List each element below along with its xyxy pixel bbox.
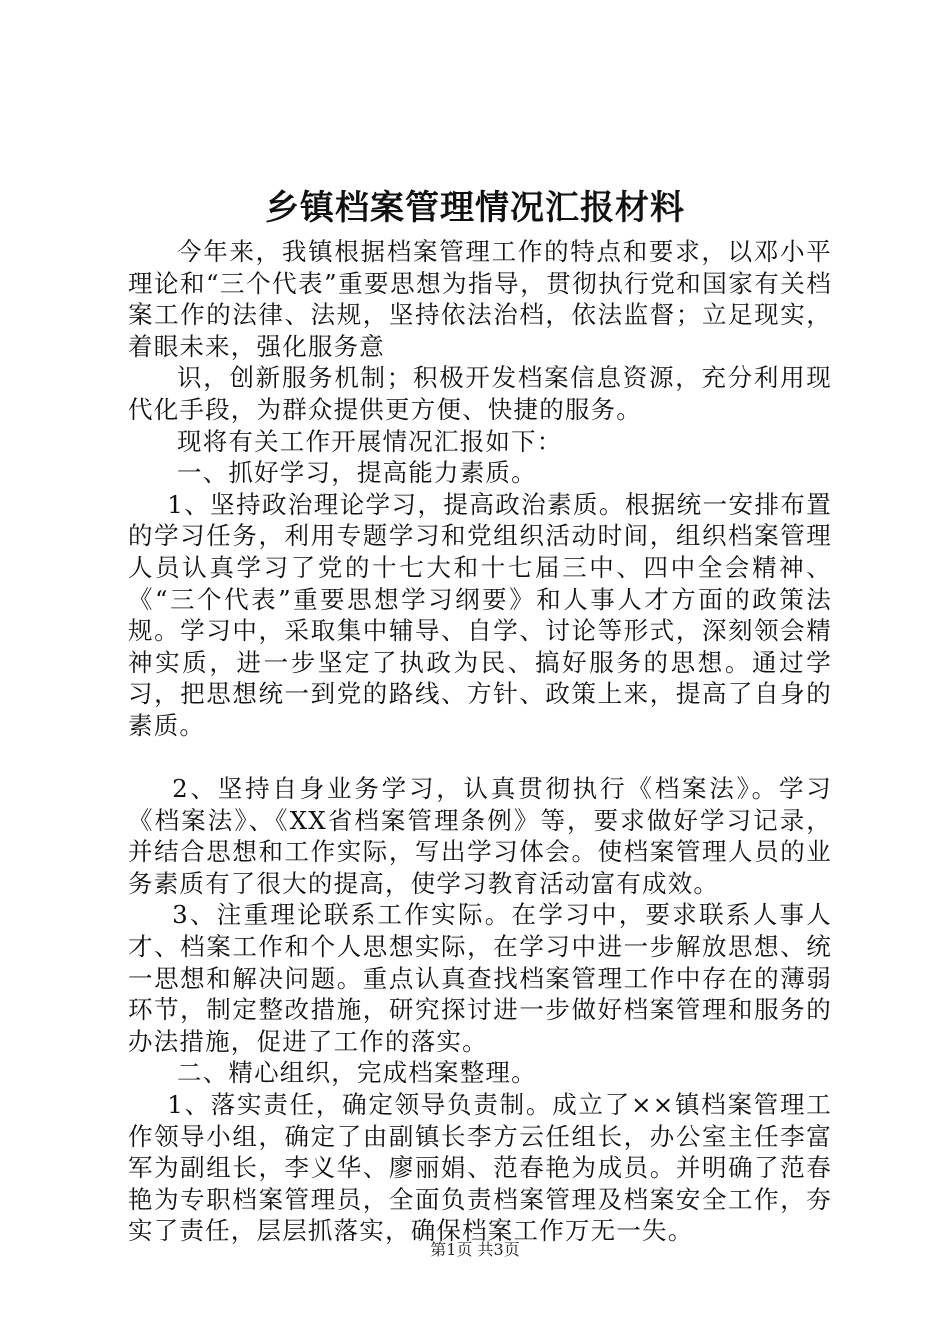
paragraph-gap: [128, 742, 832, 774]
document-body: [128, 236, 832, 1247]
page-footer: 第1页 共3页: [430, 1240, 520, 1259]
paragraph-item-1-1: 1、坚持政治理论学习，提高政治素质。根据统一安排布置的学习任务，利用专题学习和党组织活动时间，组织档案管理人员认真学习了党的十七大和十七届三中、四中全会精神、《“三个代表”重要思想学习纲要》和人事人才方面的政策法规。学习中，采取集中辅导、自学、讨论等形式，深刻领会精神实质，进一步坚定了执政为民、搞好服务的思想。通过学习，把思想统一到党的路线、方针、政策上来，提高了自身的素质。: [128, 489, 832, 740]
document-title: 乡镇档案管理情况汇报材料: [265, 188, 685, 228]
section-heading-2: 二、精心组织，完成档案整理。: [177, 1058, 537, 1088]
paragraph-report-lead: 现将有关工作开展情况汇报如下：: [177, 426, 563, 456]
paragraph-item-1-3: 3、注重理论联系工作实际。在学习中，要求联系人事人才、档案工作和个人思想实际，在学习中进一步解放思想、统一思想和解决问题。重点认真查找档案管理工作中存在的薄弱环节，制定整改措施，研究探讨进一步做好档案管理和服务的办法措施，促进了工作的落实。: [128, 900, 832, 1056]
paragraph-item-1-2: 2、坚持自身业务学习，认真贯彻执行《档案法》。学习《档案法》、《XX省档案管理条例》等，要求做好学习记录，并结合思想和工作实际，写出学习体会。使档案管理人员的业务素质有了很大的提高，使学习教育活动富有成效。: [128, 774, 832, 898]
paragraph-intro: 今年来，我镇根据档案管理工作的特点和要求，以邓小平理论和“三个代表”重要思想为指导，贯彻执行党和国家有关档案工作的法律、法规，坚持依法治档，依法监督；立足现实，着眼未来，强化服务意: [128, 237, 832, 361]
paragraph-item-2-1: 1、落实责任，确定领导负责制。成立了××镇档案管理工作领导小组，确定了由副镇长李方云任组长，办公室主任李富军为副组长，李义华、廖丽娟、范春艳为成员。并明确了范春艳为专职档案管理员，全面负责档案管理及档案安全工作，夯实了责任，层层抓落实，确保档案工作万无一失。: [128, 1090, 832, 1246]
section-heading-1: 一、抓好学习，提高能力素质。: [177, 458, 537, 488]
paragraph-intro-continued: 识，创新服务机制；积极开发档案信息资源，充分利用现代化手段，为群众提供更方便、快捷的服务。: [128, 363, 832, 424]
